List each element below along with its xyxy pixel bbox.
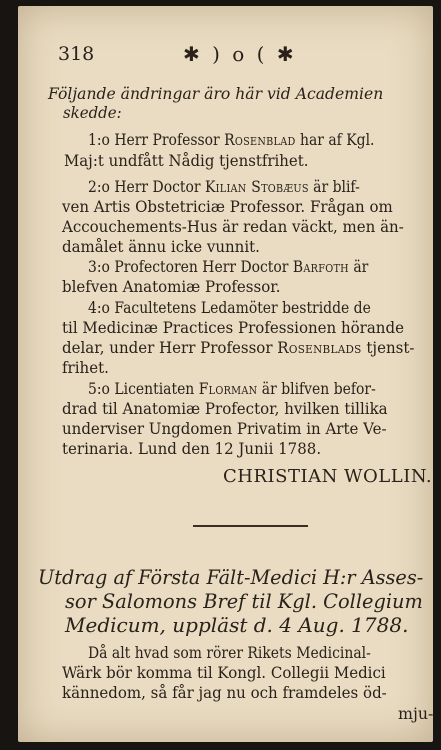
paragraph-2-line: 2:o Herr Doctor Kilian Stobæus är blif- — [88, 177, 360, 196]
paragraph-3-line: 3:o Profectoren Herr Doctor Barfoth är — [88, 257, 369, 276]
paragraph-5-line: terinaria. Lund den 12 Junii 1788. — [62, 439, 322, 458]
section-title-line: Utdrag af Första Fält-Medici H:r Asses- — [38, 565, 424, 589]
paragraph-3-line: blefven Anatomiæ Professor. — [62, 277, 281, 296]
person-name: Rosenblad — [224, 130, 296, 149]
letter-line: Wärk bör komma til Kongl. Collegii Medici — [62, 663, 386, 682]
person-name: Rosenblads — [277, 338, 362, 357]
paragraph-2-line: damålet ännu icke vunnit. — [62, 237, 260, 256]
section-divider — [193, 525, 308, 527]
signature: CHRISTIAN WOLLIN. — [223, 466, 433, 487]
section-title-line: Medicum, uppläst d. 4 Aug. 1788. — [65, 613, 409, 637]
paragraph-5-line: drad til Anatomiæ Profector, hvilken tillika — [62, 399, 388, 418]
catchword: mju- — [398, 704, 434, 723]
person-name: Kilian Stobæus — [204, 177, 309, 196]
paragraph-2-line: ven Artis Obstetriciæ Professor. Frågan om — [62, 197, 393, 216]
paragraph-4-line: 4:o Facultetens Ledamöter bestridde de — [88, 298, 371, 317]
paragraph-1-line: Maj:t undfått Nådig tjenstfrihet. — [64, 151, 309, 170]
paragraph-5-line: underviser Ungdomen Privatim in Arte Ve- — [62, 419, 387, 438]
person-name: Barfoth — [292, 257, 349, 276]
header-ornament: ✱ ) o ( ✱ — [183, 42, 297, 66]
running-header — [18, 43, 433, 67]
letter-line: Då alt hvad som rörer Rikets Medicinal- — [88, 643, 371, 662]
paragraph-4-line: delar, under Herr Professor Rosenblads tjenst- — [62, 338, 415, 357]
paragraph-4-line: til Medicinæ Practices Professionen hörande — [62, 318, 404, 337]
paragraph-1-line: 1:o Herr Professor Rosenblad har af Kgl. — [88, 130, 375, 149]
paragraph-5-line: 5:o Licentiaten Florman är blifven befor- — [88, 379, 376, 398]
intro-line: Följande ändringar äro här vid Academien — [48, 84, 384, 103]
intro-line: skedde: — [63, 103, 122, 122]
person-name: Florman — [198, 379, 258, 398]
page-number: 318 — [58, 43, 95, 65]
paragraph-4-line: frihet. — [62, 358, 109, 377]
book-page — [18, 6, 433, 742]
paragraph-2-line: Accouchements-Hus är redan väckt, men än- — [62, 217, 404, 236]
section-title-line: sor Salomons Bref til Kgl. Collegium — [65, 589, 423, 613]
letter-line: kännedom, så får jag nu och framdeles öd- — [62, 683, 387, 702]
